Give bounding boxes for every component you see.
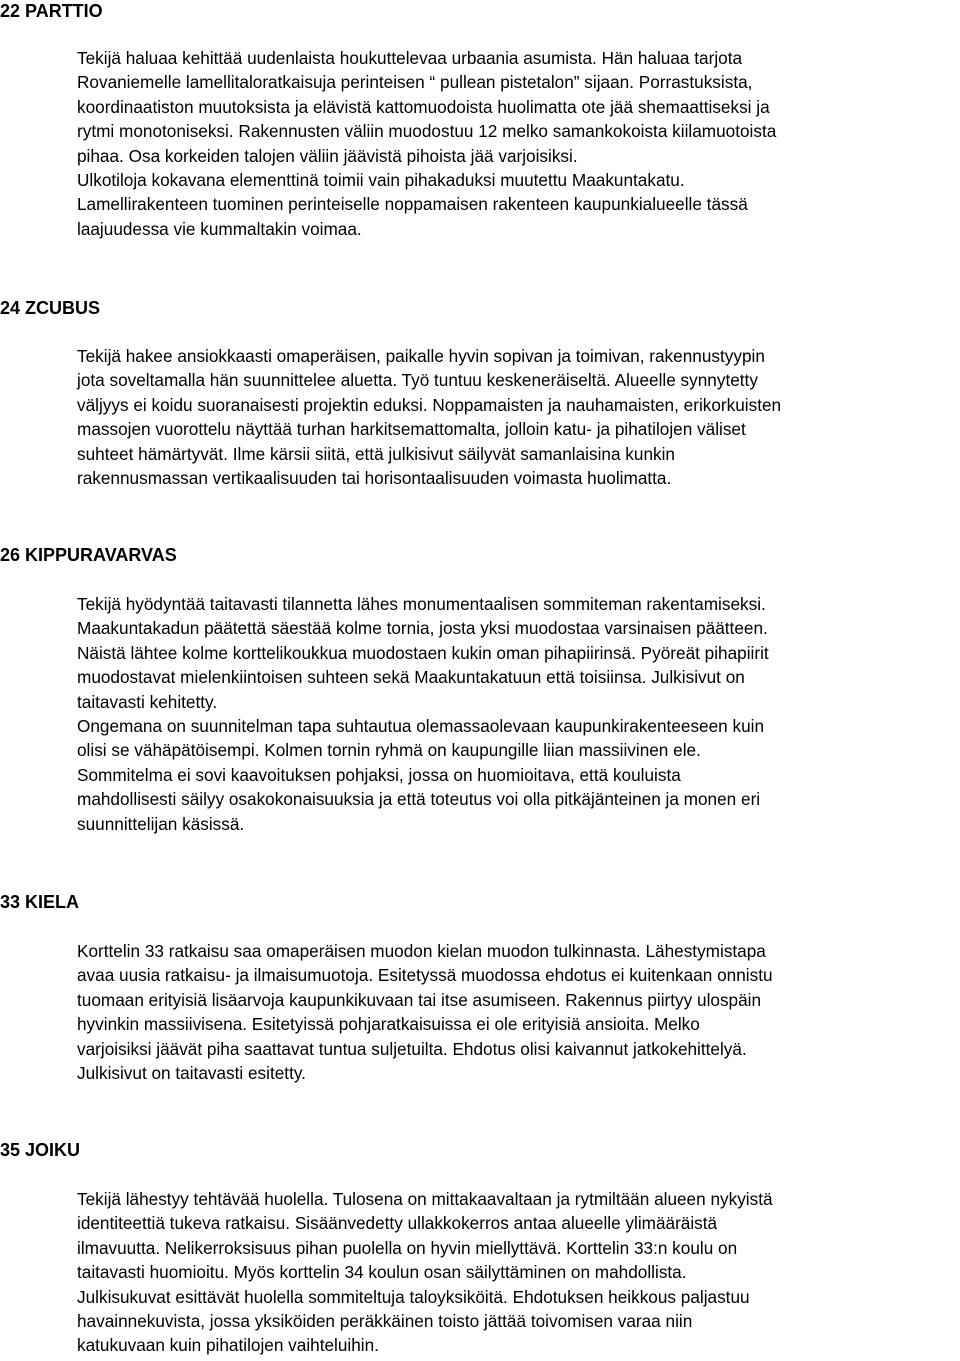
paragraph-line: Näistä lähtee kolme korttelikoukkua muodostaen kukin oman pihapiirinsä. Pyöreät pihapiirit — [77, 642, 769, 663]
section-body-24-zcubus — [77, 344, 955, 490]
paragraph-line: havainnekuvista, jossa yksiköiden peräkkäinen toisto jättää toivomisen varaa niin — [77, 1311, 693, 1332]
paragraph-line: Ulkotiloja kokavana elementtinä toimii vain pihakaduksi muutettu Maakuntakatu. — [77, 170, 685, 191]
paragraph-line: Julkisukuvat esittävät huolella sommiteltuja taloyksiköitä. Ehdotuksen heikkous paljastuu — [77, 1286, 750, 1307]
paragraph-line: Korttelin 33 ratkaisu saa omaperäisen muodon kielan muodon tulkinnasta. Lähestymistapa — [77, 941, 766, 961]
paragraph-line: identiteettiä tukeva ratkaisu. Sisäänvedetty ullakkokerros antaa alueelle ylimääräistä — [77, 1213, 718, 1234]
section-heading-22-parttio: 22 PARTTIO — [0, 1, 103, 21]
paragraph-line: Julkisivut on taitavasti esitetty. — [77, 1063, 306, 1084]
paragraph-line: rytmi monotoniseksi. Rakennusten väliin muodostuu 12 melko samankokoista kiilamuotoista — [77, 121, 777, 142]
paragraph-line: varjoisiksi jäävät piha saattavat tuntua suljetuilta. Ehdotus olisi kaivannut jatkokehittelyä. — [77, 1038, 747, 1059]
paragraph-line: Tekijä hyödyntää taitavasti tilannetta lähes monumentaalisen sommiteman rakentamiseksi. — [77, 594, 766, 614]
paragraph-line: Maakuntakadun päätettä säestää kolme tornia, josta yksi muodostaa varsinaisen päätteen. — [77, 618, 768, 639]
paragraph-line: Rovaniemelle lamellitaloratkaisuja perinteisen “ pullean pistetalon” sijaan. Porrastuksista, — [77, 72, 753, 93]
paragraph-line: rakennusmassan vertikaalisuuden tai horisontaalisuuden voimasta huolimatta. — [77, 468, 672, 489]
paragraph-line: olisi se vähäpätöisempi. Kolmen tornin ryhmä on kaupungille liian massiivinen ele. — [77, 740, 701, 761]
section-heading-24-zcubus: 24 ZCUBUS — [0, 298, 101, 318]
paragraph-line: taitavasti kehitetty. — [77, 691, 218, 712]
section-heading-35-joiku: 35 JOIKU — [0, 1140, 81, 1160]
paragraph-line: taitavasti huomioitu. Myös korttelin 34 koulun osan säilyttäminen on mahdollista. — [77, 1262, 687, 1283]
paragraph-line: katukuvaan kuin pihatilojen vaihteluihin. — [77, 1335, 379, 1356]
paragraph-line: muodostavat mielenkiintoisen suhteen sekä Maakuntakatuun että toisiinsa. Julkisivut on — [77, 667, 745, 688]
section-body-35-joiku — [77, 1187, 955, 1358]
paragraph-line: Ongemana on suunnitelman tapa suhtautua olemassaolevaan kaupunkirakenteeseen kuin — [77, 716, 765, 737]
paragraph-line: suunnittelijan käsissä. — [77, 813, 245, 834]
paragraph-line: tuomaan erityisiä lisäarvoja kaupunkikuvaan tai itse asumiseen. Rakennus piirtyy ulospäin — [77, 989, 762, 1010]
section-body-33-kiela — [77, 939, 955, 1085]
paragraph-line: avaa uusia ratkaisu- ja ilmaisumuotoja. Esitetyssä muodossa ehdotus ei kuitenkaan onnistu — [77, 965, 773, 986]
section-body-22-parttio — [77, 46, 955, 241]
paragraph-line: massojen vuorottelu näyttää turhan harkitsemattomalta, jolloin katu- ja pihatilojen väliset — [77, 419, 746, 440]
paragraph-line: mahdollisesti säilyy osakokonaisuuksia ja että toteutus voi olla pitkäjänteinen ja monen eri — [77, 789, 761, 810]
paragraph-line: väljyys ei koidu suoranaisesti projektin eduksi. Noppamaisten ja nauhamaisten, erikorkuisten — [77, 394, 782, 415]
section-heading-26-kippuravarvas: 26 KIPPURAVARVAS — [0, 545, 177, 565]
paragraph-line: suhteet hämärtyvät. Ilme kärsii siitä, että julkisivut säilyvät samanlaisina kunkin — [77, 443, 675, 464]
paragraph-line: Tekijä hakee ansiokkaasti omaperäisen, paikalle hyvin sopivan ja toimivan, rakennustyypin — [77, 346, 765, 366]
section-heading-33-kiela: 33 KIELA — [0, 892, 80, 912]
section-body-26-kippuravarvas — [77, 592, 955, 836]
paragraph-line: ilmavuutta. Nelikerroksisuus pihan puolella on hyvin miellyttävä. Korttelin 33:n koulu on — [77, 1237, 738, 1258]
paragraph-line: hyvinkin massiivisena. Esitetyissä pohjaratkaisuissa ei ole erityisiä ansioita. Melko — [77, 1014, 700, 1035]
paragraph-line: Sommitelma ei sovi kaavoituksen pohjaksi, jossa on huomioitava, että kouluista — [77, 764, 681, 785]
paragraph-line: jota soveltamalla hän suunnittelee aluetta. Työ tuntuu keskeneräiseltä. Alueelle synnytetty — [77, 370, 758, 391]
paragraph-line: Lamellirakenteen tuominen perinteiselle noppamaisen rakenteen kaupunkialueelle tässä — [77, 194, 748, 215]
paragraph-line: Tekijä haluaa kehittää uudenlaista houkuttelevaa urbaania asumista. Hän haluaa tarjota — [77, 48, 743, 68]
paragraph-line: laajuudessa vie kummaltakin voimaa. — [77, 218, 362, 239]
paragraph-line: koordinaatiston muutoksista ja elävistä kattomuodoista huolimatta ote jää shemaattiseksi ja — [77, 96, 770, 117]
paragraph-line: pihaa. Osa korkeiden talojen väliin jäävistä pihoista jää varjoisiksi. — [77, 145, 578, 166]
paragraph-line: Tekijä lähestyy tehtävää huolella. Tulosena on mittakaavaltaan ja rytmiltään alueen nykyistä — [77, 1189, 773, 1209]
